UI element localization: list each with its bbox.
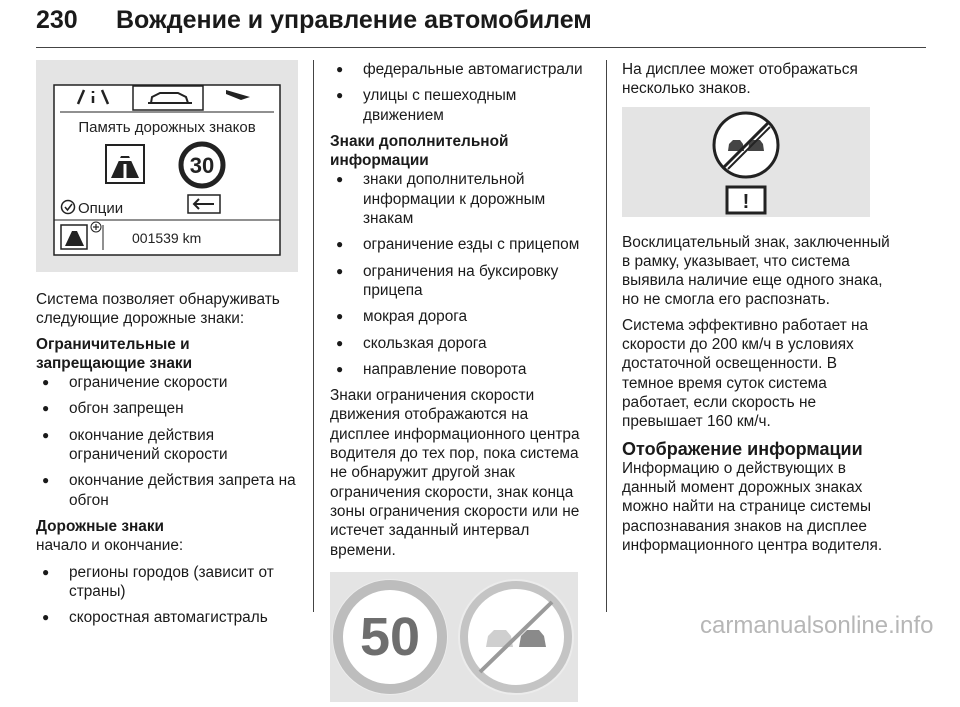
list-item: ● скользкая дорога [330, 334, 592, 353]
info-display-text: Информацию о действующих в данный момент дорожных знаках можно найти на странице системы распознавания знаков на дисплее информационного центра водителя. [622, 459, 883, 555]
list-item: ● направление поворота [330, 360, 592, 379]
exclamation-sign-illustration [622, 107, 870, 217]
exclamation-explanation: Восклицательный знак, заключенный в рамку, указывает, что система выявила наличие еще одного знака, но не смогла его распознать. [622, 233, 890, 309]
restrictive-signs-list [36, 373, 300, 510]
speed-limit-50-sign-icon [332, 579, 448, 695]
speed-limit-sign-icon [181, 144, 223, 186]
list-item: ● обгон запрещен [36, 399, 300, 418]
svg-text:30: 30 [189, 153, 215, 178]
list-item: ● ограничение скорости [36, 373, 300, 392]
list-item: ● знаки дополнительной информации к дорожным знакам [330, 170, 592, 228]
odometer-reading: 001539 km [132, 230, 202, 246]
page-header [36, 2, 926, 46]
end-of-no-overtaking-sign-icon [714, 113, 778, 177]
column-1 [36, 60, 300, 634]
list-item: ● окончание действия запрета на обгон [36, 471, 300, 510]
list-item: ● регионы городов (зависит от страны) [36, 563, 300, 602]
speed-signs-illustration [330, 572, 578, 702]
page-number: 230 [36, 6, 78, 34]
road-signs-list [36, 563, 300, 628]
multiple-signs-text: На дисплее может отображаться несколько знаков. [622, 61, 858, 98]
road-signs-subtext: начало и окончание: [36, 537, 184, 555]
column-divider-left [313, 60, 314, 612]
svg-text:!: ! [742, 190, 750, 213]
speed-limit-paragraph: Знаки ограничения скорости движения отображаются на дисплее информационного центра водителя до тех пор, пока система не обнаружит другой знак ограничения скорости, знак конца зоны ограничения скорости или не истечет заданный интервал времени. [330, 387, 580, 559]
additional-info-signs-list [330, 170, 592, 379]
list-item: ● окончание действия ограничений скорости [36, 426, 300, 465]
plus-badge-icon [91, 222, 101, 232]
tab-car-selected [133, 86, 203, 110]
speed-range-text: Система эффективно работает на скорости до 200 км/ч в условиях достаточной освещенности. В темное время суток система работает, если скорость не превышает 160 км/ч. [622, 316, 869, 431]
end-of-no-overtaking-sign-icon [458, 579, 574, 695]
intro-text: Система позволяет обнаруживать следующие дорожные знаки: [36, 291, 280, 328]
list-item: ● федеральные автомагистрали [330, 60, 592, 79]
road-signs-list-continued [330, 60, 592, 125]
column-divider-right [606, 60, 607, 612]
column-3 [622, 60, 890, 555]
header-rule [36, 47, 926, 48]
back-arrow-icon [188, 195, 220, 213]
heading-restrictive-signs: Ограничительные и запрещающие знаки [36, 335, 193, 372]
exclamation-box-icon [727, 187, 765, 213]
list-item: ● ограничения на буксировку прицепа [330, 262, 592, 301]
heading-additional-info-signs: Знаки дополнительной информации [330, 132, 509, 170]
page-title: Вождение и управление автомобилем [116, 6, 592, 34]
motorway-sign-icon [106, 145, 144, 183]
svg-text:50: 50 [359, 606, 421, 667]
list-item: ● улицы с пешеходным движением [330, 86, 592, 125]
options-label: Опции [78, 200, 124, 217]
heading-road-signs: Дорожные знаки [36, 517, 165, 535]
column-2 [330, 60, 592, 702]
watermark: carmanualsonline.info [700, 612, 934, 639]
driver-info-display-figure [36, 60, 298, 272]
list-item: ● ограничение езды с прицепом [330, 235, 592, 254]
small-motorway-icon [61, 225, 87, 249]
list-item: ● мокрая дорога [330, 307, 592, 326]
display-illustration [36, 60, 298, 272]
section-heading-info-display: Отображение информации [622, 438, 863, 459]
display-title: Память дорожных знаков [78, 119, 256, 136]
list-item: ● скоростная автомагистраль [36, 608, 300, 627]
